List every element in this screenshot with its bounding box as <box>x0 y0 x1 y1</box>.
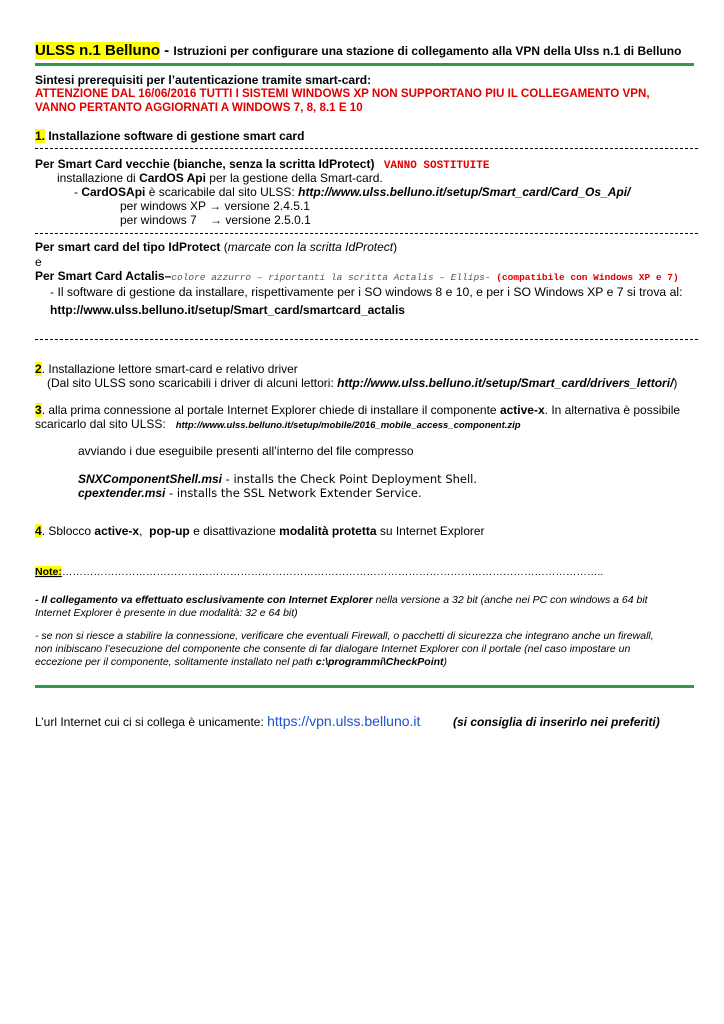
w7-version-line <box>120 213 311 227</box>
file-1-name: SNXComponentShell.msi <box>78 472 223 486</box>
text-bold: modalità protetta <box>279 524 377 538</box>
text-bold: active-x <box>499 403 545 417</box>
cardos-download-line <box>74 185 630 199</box>
actalis-line <box>35 269 679 283</box>
title-subtitle: Istruzioni per configurare una stazione di collegamento alla VPN della Ulss n.1 di Belluno <box>173 44 682 58</box>
note-1-line-1 <box>35 594 648 606</box>
section-3-number: 3 <box>35 403 42 417</box>
text: scaricarlo dal sito ULSS: <box>35 417 176 431</box>
text: (Dal sito ULSS sono scaricabili i driver di alcuni lettori: <box>47 376 338 390</box>
section-4-heading <box>35 524 485 538</box>
notes-header <box>35 566 603 578</box>
divider <box>35 233 698 234</box>
text: . alla prima connessione al portale Internet Explorer chiede di installare il componente <box>41 403 500 417</box>
section-3-instructions: avviando i due eseguibile presenti all’interno del file compresso <box>78 444 414 458</box>
note-1-line-2: Internet Explorer è presente in due modalità: 32 e 64 bit) <box>35 607 298 619</box>
actalis-url-link[interactable]: http://www.ulss.belluno.it/setup/Smart_card/smartcard_actalis <box>50 303 405 317</box>
vpn-url-link[interactable]: https://vpn.ulss.belluno.it <box>267 713 421 729</box>
text-bold: CardOSApi <box>81 185 146 199</box>
text: ( <box>220 240 228 254</box>
file-1-description: - installs the Check Point Deployment Shell. <box>222 472 478 486</box>
notes-divider <box>35 685 694 688</box>
section-1-heading <box>35 129 304 143</box>
file-1-line <box>78 472 477 486</box>
cardos-install-line <box>57 171 383 185</box>
section-4-number: 4 <box>35 524 42 538</box>
prereq-title: Sintesi prerequisiti per l’autenticazione tramite smart-card: <box>35 73 372 87</box>
checkpoint-path: c:\programmi\CheckPoint <box>315 656 444 668</box>
note-2-line-3 <box>35 656 447 668</box>
actalis-description: colore azzurro – riportanti la scritta Actalis – Ellips <box>171 272 485 283</box>
file-2-description: - installs the SSL Network Extender Service. <box>165 486 422 500</box>
text: , <box>139 524 150 538</box>
section-1-number: 1. <box>35 129 46 143</box>
text: . Sblocco <box>41 524 95 538</box>
text: . In alternativa è possibile <box>544 403 681 417</box>
arrow-right-icon: → <box>210 213 223 227</box>
notes-label: Note: <box>35 566 62 578</box>
text: ) <box>393 240 398 254</box>
idprotect-line <box>35 240 397 254</box>
header-divider <box>35 63 694 66</box>
text-bold: Per Smart Card Actalis <box>35 269 165 283</box>
section-3-line-1 <box>35 403 680 417</box>
text: versione 2.5.0.1 <box>222 213 311 227</box>
conjunction: e <box>35 255 42 269</box>
text: installazione di <box>57 171 140 185</box>
text: ) <box>673 376 678 390</box>
text-bold: CardOS Api <box>139 171 206 185</box>
notes-dots: ……………………………………………………………………………………………………………………………………….. <box>61 566 604 578</box>
footer-hint: (si consiglia di inserirlo nei preferiti) <box>453 715 660 729</box>
file-2-line <box>78 486 422 500</box>
note-2-line-2: non inibiscano l’esecuzione del componente che consente di far dialogare Internet Explorer con il portale (nel caso impostare un <box>35 643 631 655</box>
text: e disattivazione <box>189 524 280 538</box>
text-bold: – <box>164 269 172 283</box>
prereq-warning-2: VANNO PERTANTO AGGIORNATI A WINDOWS 7, 8, 8.1 E 10 <box>35 101 363 114</box>
file-2-name: cpextender.msi <box>78 486 166 500</box>
drivers-url-link[interactable]: http://www.ulss.belluno.it/setup/Smart_card/drivers_lettori/ <box>337 376 674 390</box>
title-ulss: ULSS n.1 Belluno <box>35 42 161 59</box>
text: per windows XP <box>120 199 210 213</box>
text: - <box>484 272 497 283</box>
actalis-software-line: - Il software di gestione da installare, rispettivamente per i SO windows 8 e 10, e per i SO Windows XP e 7 si trova al: <box>50 285 683 299</box>
page-title <box>35 42 681 59</box>
text: su Internet Explorer <box>376 524 485 538</box>
section-2-title: . Installazione lettore smart-card e relativo driver <box>41 362 298 376</box>
component-url-link[interactable]: http://www.ulss.belluno.it/setup/mobile/2016_mobile_access_component.zip <box>175 420 521 431</box>
cardos-url-link[interactable]: http://www.ulss.belluno.it/setup/Smart_card/Card_Os_Api/ <box>298 185 631 199</box>
prereq-warning-1: ATTENZIONE DAL 16/06/2016 TUTTI I SISTEMI WINDOWS XP NON SUPPORTANO PIU IL COLLEGAMENTO VPN, <box>35 87 650 100</box>
text: - <box>74 185 82 199</box>
drivers-line <box>47 376 677 390</box>
xp-version-line <box>120 199 310 213</box>
section-2-heading <box>35 362 298 376</box>
text-bold: active-x <box>94 524 140 538</box>
text-bold: pop-up <box>149 524 190 538</box>
arrow-right-icon: → <box>209 199 222 213</box>
footer-text: L’url Internet cui ci si collega è unicamente: <box>35 715 268 729</box>
footer-line <box>35 713 420 729</box>
old-card-line <box>35 157 489 172</box>
text: è scaricabile dal sito ULSS: <box>145 185 299 199</box>
old-card-label: Per Smart Card vecchie (bianche, senza la scritta IdProtect) <box>35 157 375 171</box>
text: ) <box>443 656 448 668</box>
text: per windows 7 <box>120 213 211 227</box>
section-2-number: 2 <box>35 362 42 376</box>
text-italic: marcate con la scritta IdProtect <box>227 240 394 254</box>
text: eccezione per il componente, solitamente installato nel path <box>35 656 316 668</box>
title-separator: - <box>160 42 174 59</box>
actalis-compat-note: (compatibile con Windows XP e 7) <box>496 272 679 283</box>
text: per la gestione della Smart-card. <box>205 171 383 185</box>
text: versione 2.4.5.1 <box>221 199 310 213</box>
section-3-line-2 <box>35 417 521 431</box>
text: nella versione a 32 bit (anche nei PC con windows a 64 bit <box>372 594 648 606</box>
section-1-title: Installazione software di gestione smart card <box>45 129 305 143</box>
note-2-line-1: - se non si riesce a stabilire la connessione, verificare che eventuali Firewall, o pacchetti di sicurezza che integrano anche un firewall, <box>35 630 654 642</box>
divider <box>35 148 698 149</box>
text-bold: - Il collegamento va effettuato esclusivamente con Internet Explorer <box>35 594 373 606</box>
divider <box>35 339 698 340</box>
old-card-note: VANNO SOSTITUITE <box>383 160 490 172</box>
text-bold: Per smart card del tipo IdProtect <box>35 240 221 254</box>
